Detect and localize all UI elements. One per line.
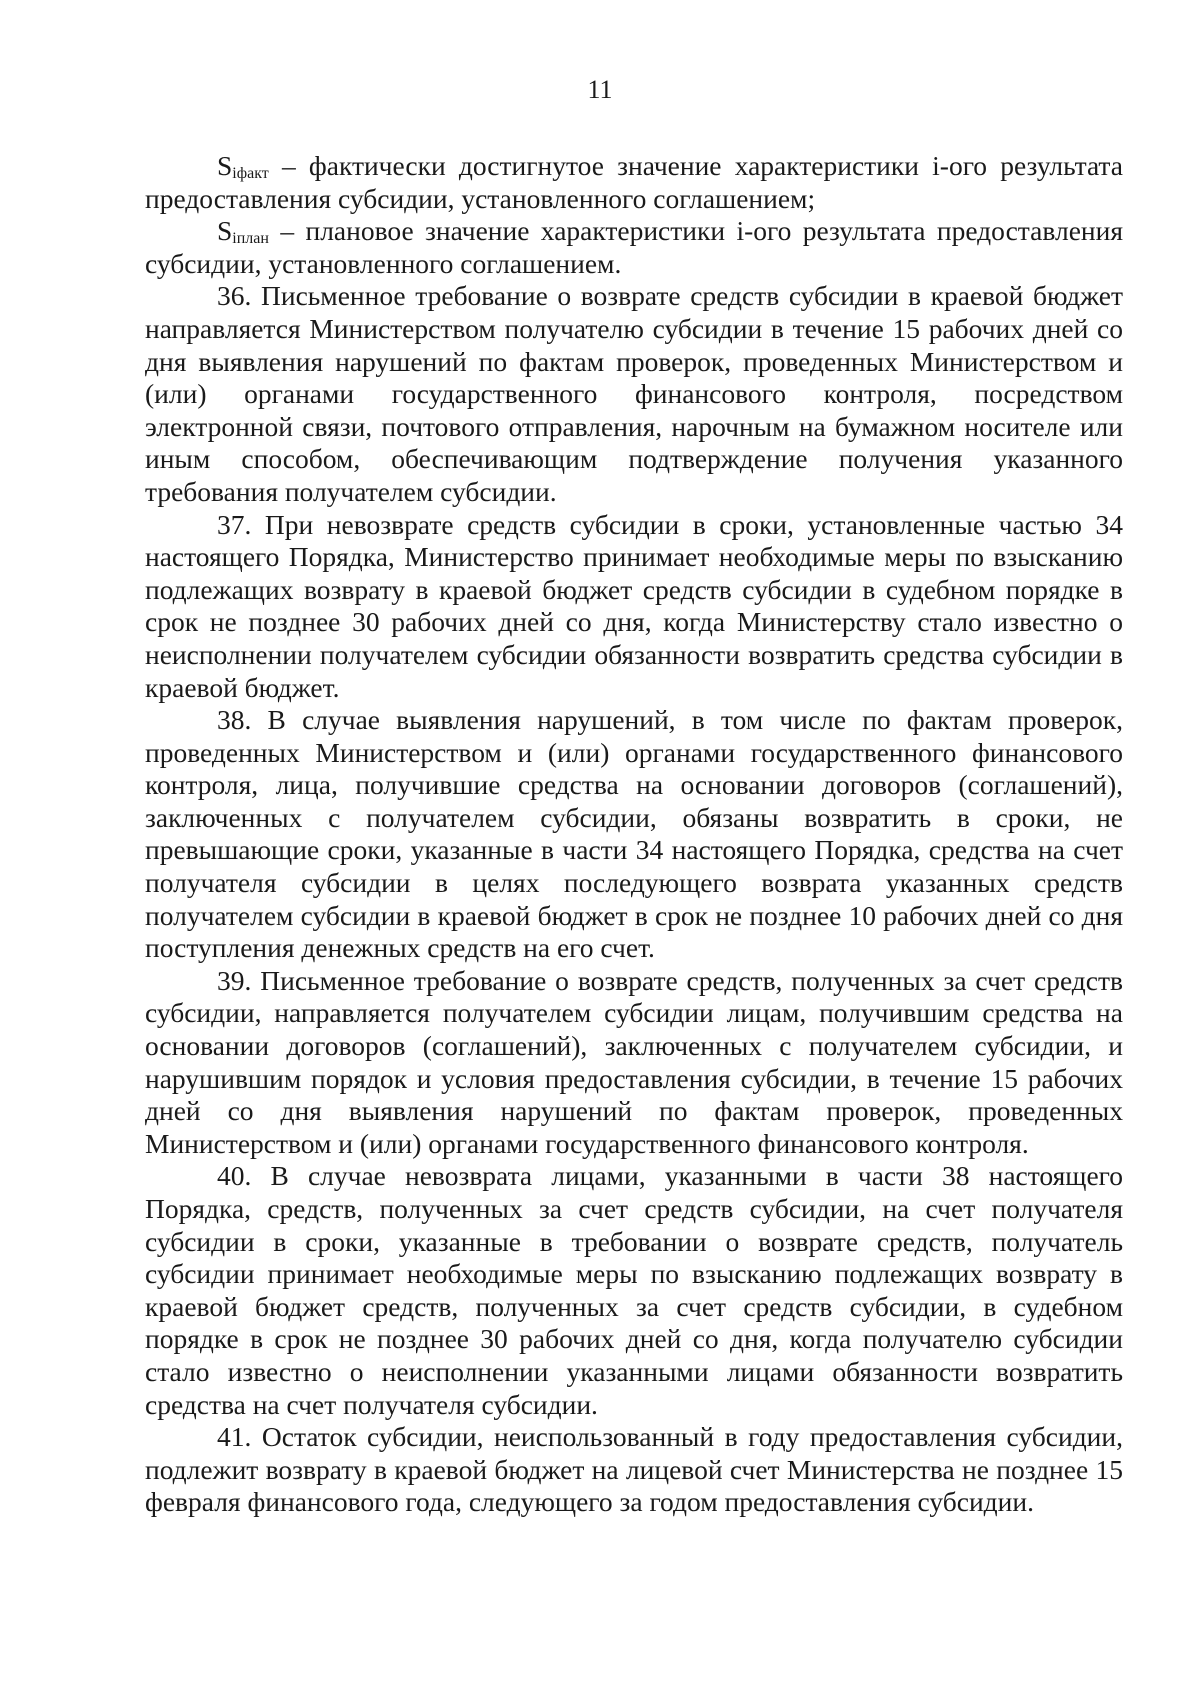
definition-text: – плановое значение характеристики i-ого результата предоставления субсидии, установленного соглашением. bbox=[145, 215, 1123, 279]
paragraph-41: 41. Остаток субсидии, неиспользованный в году предоставления субсидии, подлежит возврату в краевой бюджет на лицевой счет Министерства не позднее 15 февраля финансового года, следующего за годом предоставления субсидии. bbox=[145, 1421, 1123, 1518]
definition-s-fact bbox=[145, 150, 1123, 215]
paragraph-38: 38. В случае выявления нарушений, в том числе по фактам проверок, проведенных Министерством и (или) органами государственного финансового контроля, лица, получившие средства на основании договоров (соглашений), заключенных с получателем субсидии, обязаны возвратить в сроки, не превышающие сроки, указанные в части 34 настоящего Порядка, средства на счет получателя субсидии в целях последующего возврата указанных средств получателем субсидии в краевой бюджет в срок не позднее 10 рабочих дней со дня поступления денежных средств на его счет. bbox=[145, 704, 1123, 964]
paragraph-40: 40. В случае невозврата лицами, указанными в части 38 настоящего Порядка, средств, полученных за счет средств субсидии, на счет получателя субсидии в сроки, указанные в требовании о возврате средств, получатель субсидии принимает необходимые меры по взысканию подлежащих возврату в краевой бюджет средств, полученных за счет средств субсидии, в судебном порядке в срок не позднее 30 рабочих дней со дня, когда получателю субсидии стало известно о неисполнении указанными лицами обязанности возвратить средства на счет получателя субсидии. bbox=[145, 1160, 1123, 1420]
paragraph-39: 39. Письменное требование о возврате средств, полученных за счет средств субсидии, направляется получателем субсидии лицам, получившим средства на основании договоров (соглашений), заключенных с получателем субсидии, и нарушившим порядок и условия предоставления субсидии, в течение 15 рабочих дней со дня выявления нарушений по фактам проверок, проведенных Министерством и (или) органами государственного финансового контроля. bbox=[145, 964, 1123, 1159]
page-number: 11 bbox=[587, 75, 613, 104]
definition-text: – фактически достигнутое значение характеристики i-ого результата предоставления субсидии, установленного соглашением; bbox=[145, 150, 1123, 214]
symbol-s-fact bbox=[217, 150, 269, 181]
symbol-subscript: iфакт bbox=[232, 165, 269, 182]
paragraph-37: 37. При невозврате средств субсидии в сроки, установленные частью 34 настоящего Порядка, Министерство принимает необходимые меры по взысканию подлежащих возврату в краевой бюджет средств субсидии в судебном порядке в срок не позднее 30 рабочих дней со дня, когда Министерству стало известно о неисполнении получателем субсидии обязанности возвратить средства субсидии в краевой бюджет. bbox=[145, 508, 1123, 703]
paragraph-36: 36. Письменное требование о возврате средств субсидии в краевой бюджет направляется Министерством получателю субсидии в течение 15 рабочих дней со дня выявления нарушений по фактам проверок, проведенных Министерством и (или) органами государственного финансового контроля, посредством электронной связи, почтового отправления, нарочным на бумажном носителе или иным способом, обеспечивающим подтверждение получения указанного требования получателем субсидии. bbox=[145, 280, 1123, 507]
symbol-s-plan bbox=[217, 215, 269, 246]
symbol-letter: S bbox=[217, 215, 233, 247]
symbol-subscript: iплан bbox=[232, 230, 269, 248]
definition-s-plan bbox=[145, 215, 1123, 280]
document-body bbox=[145, 150, 1123, 1519]
symbol-letter: S bbox=[217, 150, 233, 181]
